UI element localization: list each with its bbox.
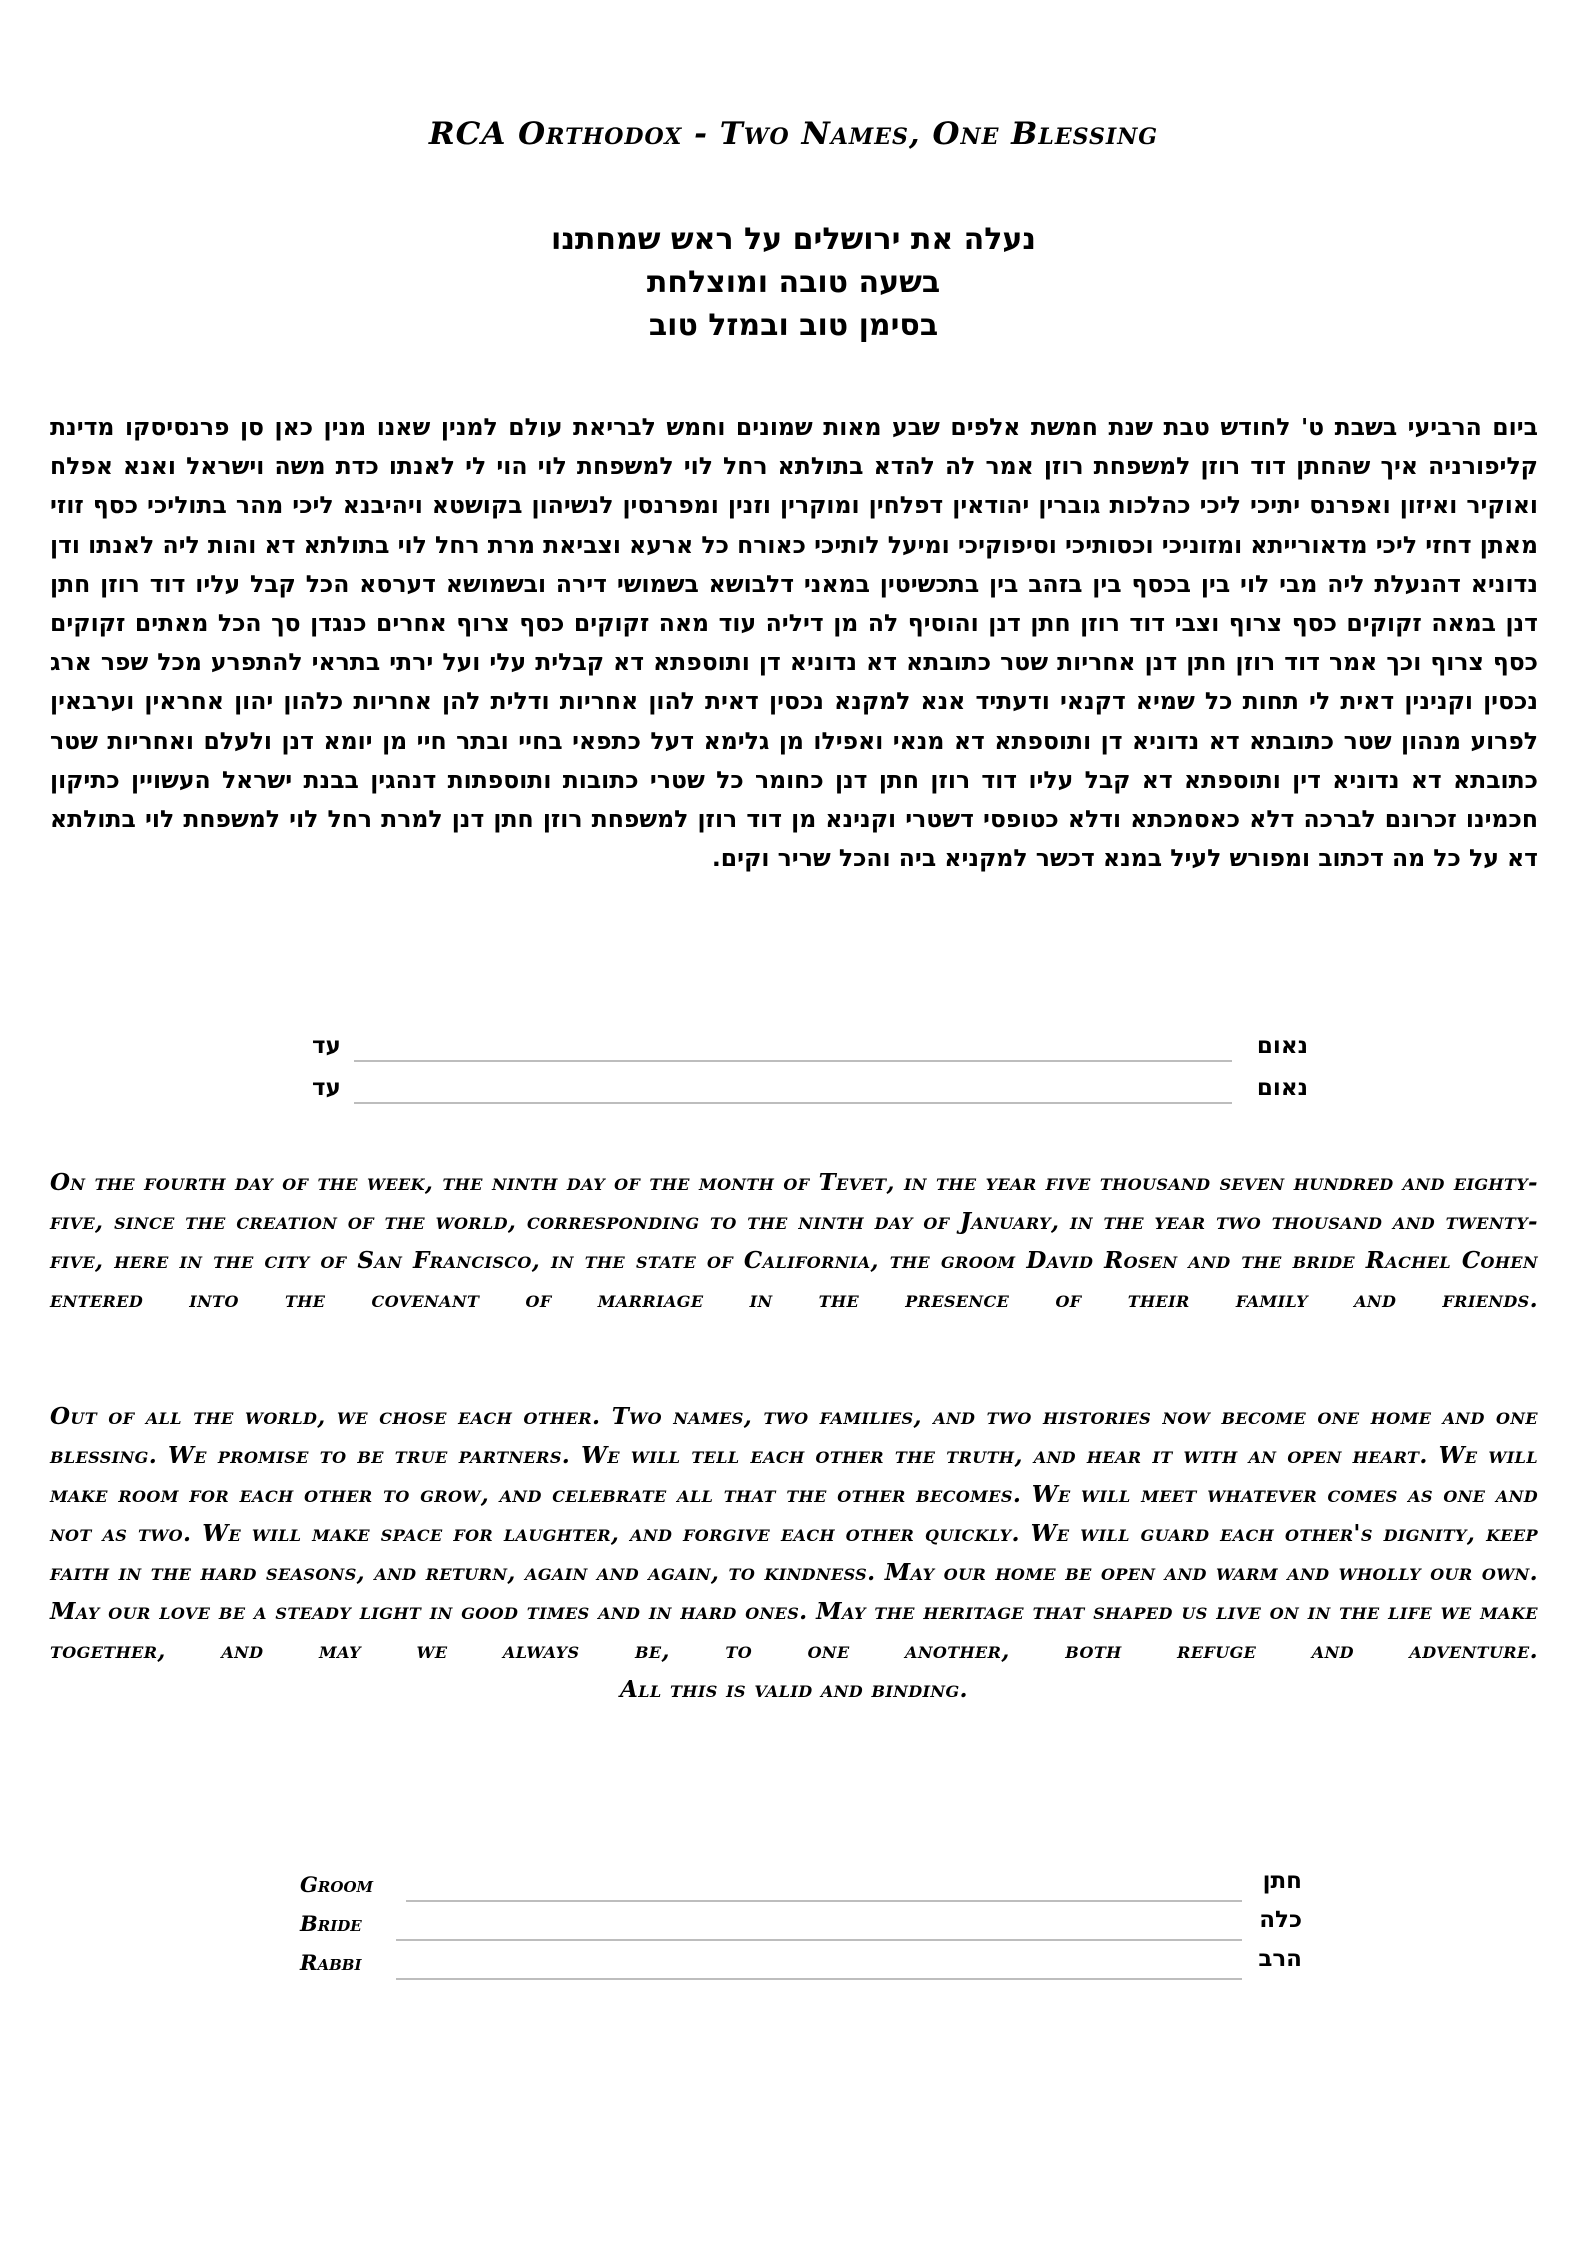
english-vows-text: Out of all the world, we chose each other. Two names, two families, and two histories now become one home and one blessing. We promise to be true partners. We will tell each other the truth, and hear it with an open heart. We will make room for each other to grow, and celebrate all that the other becomes. We will meet whatever comes as one and not as two. We will make space for laughter, and forgive each other quickly. We will guard each other's dignity, keep faith in the hard seasons, and return, again and again, to kindness. May our home be open and warm and wholly our own. May our love be a steady light in good times and in hard ones. May the heritage that shaped us live on in the life we make together, and may we always be, to one another, both refuge and adventure. bbox=[50, 1403, 1538, 1664]
english-paragraph-2 bbox=[50, 1397, 1538, 1709]
signature-row-groom bbox=[300, 1868, 1302, 1904]
english-paragraph-1: On the fourth day of the week, the ninth day of the month of Tevet, in the year five thousand seven hundred and eighty-five, since the creation of the world, corresponding to the ninth day of January, in the year two thousand and twenty-five, here in the city of San Francisco, in the state of California, the groom David Rosen and the bride Rachel Cohen entered into the covenant of marriage in the presence of their family and friends. bbox=[50, 1169, 1538, 1313]
signature-row-rabbi bbox=[300, 1946, 1302, 1982]
signature-line bbox=[354, 1060, 1232, 1062]
witness-ed-label: עד bbox=[312, 1033, 341, 1059]
signature-line bbox=[406, 1900, 1242, 1902]
english-closing: All this is valid and binding. bbox=[620, 1676, 968, 1703]
signature-line bbox=[354, 1102, 1232, 1104]
document-title: RCA Orthodox - Two Names, One Blessing bbox=[428, 116, 1159, 152]
witness-line-1 bbox=[312, 1033, 1308, 1067]
signature-label-en: Groom bbox=[300, 1872, 374, 1897]
signature-line bbox=[396, 1978, 1242, 1980]
signature-label-en: Bride bbox=[300, 1911, 362, 1936]
signature-label-he: כלה bbox=[1259, 1907, 1302, 1933]
signature-label-he: חתן bbox=[1262, 1868, 1302, 1894]
witness-neum-label: נאום bbox=[1256, 1033, 1308, 1059]
signature-label-en: Rabbi bbox=[300, 1950, 362, 1975]
signature-line bbox=[396, 1939, 1242, 1941]
hebrew-heading-line: בסימן טוב ובמזל טוב bbox=[648, 308, 939, 343]
signature-label-he: הרב bbox=[1258, 1946, 1302, 1972]
hebrew-text: ביום הרביעי בשבת ט' לחודש טבת שנת חמשת אלפים שבע מאות שמונים וחמש לבריאת עולם למנין שאנו מנין כאן סן פרנסיסקו מדינת קליפורניה איך שהחתן דוד רוזן למשפחת רוזן אמר לה להדא בתולתא רחל לוי למשפחת לוי הוי לי לאנתו כדת משה וישראל ואנא אפלח ואוקיר ואיזון ואפרנס יתיכי ליכי כהלכות גוברין יהודאין דפלחין ומוקרין וזנין ומפרנסין לנשיהון בקושטא ויהיבנא ליכי מהר בתוליכי כסף זוזי מאתן דחזי ליכי מדאורייתא ומזוניכי וכסותיכי וסיפוקיכי ומיעל לותיכי כאורח כל ארעא וצביאת מרת רחל לוי בתולתא דא והות ליה לאנתו ודן נדוניא דהנעלת ליה מבי לוי בין בכסף בין בזהב בין בתכשיטין במאני דלבושא בשמושי דירה ובשמושא דערסא הכל קבל עליו דוד רוזן חתן דנן במאה זקוקים כסף צרוף וצבי דוד רוזן חתן דנן והוסיף לה מן דיליה עוד מאה זקוקים כסף צרוף אחרים כנגדן סך הכל מאתים זקוקים כסף צרוף וכך אמר דוד רוזן חתן דנן אחריות שטר כתובתא דא נדוניא דן ותוספתא דא קבלית עלי ועל ירתי בתראי להתפרע מכל שפר ארג נכסין וקנינין דאית לי תחות כל שמיא דקנאי ודעתיד אנא למקנא נכסין דאית להון אחריות ודלית להן אחריות כלהון יהון אחראין וערבאין לפרוע מנהון שטר כתובתא דא נדוניא דן ותוספתא דא מנאי ואפילו מן גלימא דעל כתפאי בחיי ובתר חיי מן יומא דנן ולעלם ואחריות שטר כתובתא דא נדוניא דין ותוספתא דא קבל עליו דוד רוזן חתן דנן כחומר כל שטרי כתובות ותוספתות דנהגין בבנת ישראל העשויין כתיקון חכמינו זכרונם לברכה דלא כאסמכתא ודלא כטופסי דשטרי וקנינא מן דוד רוזן למשפחת רוזן חתן דנן למרת רחל לוי למשפחת לוי בתולתא דא על כל מה דכתוב ומפורש לעיל במנא דכשר למקניא ביה והכל שריר וקים. bbox=[50, 413, 1538, 873]
signature-row-bride bbox=[300, 1907, 1302, 1943]
hebrew-heading bbox=[0, 218, 1587, 347]
hebrew-heading-line: נעלה את ירושלים על ראש שמחתנו bbox=[551, 222, 1036, 257]
witness-line-2 bbox=[312, 1075, 1308, 1109]
witness-neum-label: נאום bbox=[1256, 1075, 1308, 1101]
witness-ed-label: עד bbox=[312, 1075, 341, 1101]
hebrew-heading-line: בשעה טובה ומוצלחת bbox=[646, 265, 941, 300]
